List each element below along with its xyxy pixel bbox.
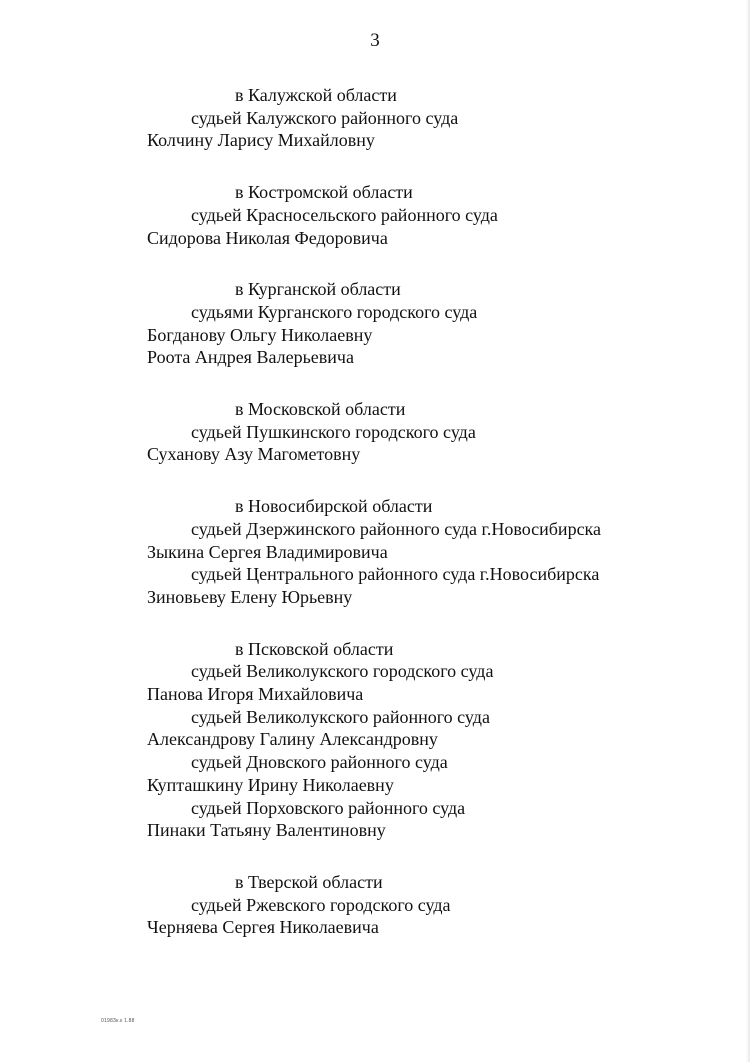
region-heading: в Курганской области bbox=[235, 279, 401, 300]
section-moscow-oblast bbox=[147, 398, 601, 466]
judge-name: Пинаки Татьяну Валентиновну bbox=[147, 820, 386, 841]
court-line: судьей Красносельского районного суда bbox=[191, 204, 498, 225]
judge-name: Александрову Галину Александровну bbox=[147, 729, 438, 750]
region-heading: в Тверской области bbox=[235, 871, 383, 892]
judge-name: Черняева Сергея Николаевича bbox=[147, 917, 379, 938]
page-number: 3 bbox=[370, 30, 380, 51]
judge-name: Купташкину Ирину Николаевну bbox=[147, 774, 394, 795]
judge-name: Зиновьеву Елену Юрьевну bbox=[147, 586, 353, 607]
judge-name: Зыкина Сергея Владимировича bbox=[147, 541, 388, 562]
section-kostroma bbox=[147, 181, 601, 249]
court-line: судьями Курганского городского суда bbox=[191, 301, 478, 322]
section-tver bbox=[147, 871, 601, 939]
judge-name: Сидорова Николая Федоровича bbox=[147, 227, 388, 248]
judge-name: Роота Андрея Валерьевича bbox=[147, 347, 354, 368]
region-heading: в Московской области bbox=[235, 399, 406, 420]
region-heading: в Новосибирской области bbox=[235, 496, 433, 517]
court-line: судьей Пушкинского городского суда bbox=[191, 421, 476, 442]
judge-name: Панова Игоря Михайловича bbox=[147, 684, 364, 705]
footer-form-code: 0198Зк.к 1.88 bbox=[101, 1018, 135, 1024]
court-line: судьей Центрального районного суда г.Новосибирска bbox=[191, 564, 600, 585]
court-line: судьей Порховского районного суда bbox=[191, 797, 466, 818]
region-heading: в Костромской области bbox=[235, 182, 413, 203]
judge-name: Суханову Азу Магометовну bbox=[147, 444, 361, 465]
section-novosibirsk bbox=[147, 495, 601, 609]
region-heading: в Калужской области bbox=[235, 85, 397, 105]
court-line: судьей Великолукского районного суда bbox=[191, 706, 490, 727]
section-kaluga bbox=[147, 84, 601, 152]
judge-name: Богданову Ольгу Николаевну bbox=[147, 324, 373, 345]
document-body bbox=[147, 84, 601, 968]
region-heading: в Псковской области bbox=[235, 638, 394, 659]
court-line: судьей Калужского районного суда bbox=[191, 107, 459, 128]
court-line: судьей Дзержинского районного суда г.Новосибирска bbox=[191, 518, 602, 539]
court-line: судьей Дновского районного суда bbox=[191, 752, 448, 773]
judge-name: Колчину Ларису Михайловну bbox=[147, 130, 375, 151]
section-kurgan bbox=[147, 278, 601, 369]
court-line: судьей Ржевского городского суда bbox=[191, 894, 451, 915]
court-line: судьей Великолукского городского суда bbox=[191, 661, 494, 682]
section-pskov bbox=[147, 638, 601, 842]
scan-edge-shadow bbox=[746, 0, 750, 1062]
